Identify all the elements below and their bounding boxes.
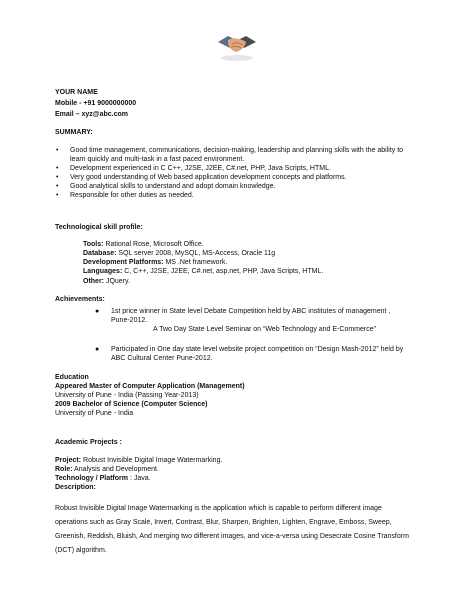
- achievement-text: 1st price winner in State level Debate Competition held by ABC institutes of management ,: [111, 308, 391, 315]
- summary-item: learn quickly and multi-task in a fast paced environment.: [70, 156, 245, 163]
- education-school: University of Pune - India: [55, 410, 134, 417]
- description-line: Robust Invisible Digital Image Watermarking is the application which is capable to perform different image: [55, 505, 382, 512]
- summary-heading: SUMMARY:: [55, 129, 93, 136]
- achievement-text: A Two Day State Level Seminar on “Web Technology and E-Commerce”: [153, 326, 376, 333]
- technology-label: Technology / Platform: [55, 475, 128, 482]
- bullet-dot: •: [56, 192, 59, 199]
- project-row: [55, 456, 222, 465]
- achievement-text: ABC Cultural Center Pune-2012.: [111, 355, 213, 362]
- role-value: Analysis and Development.: [72, 466, 159, 473]
- handshake-logo: [216, 28, 258, 62]
- skill-row-other: [83, 277, 130, 286]
- summary-item: Responsible for other duties as needed.: [70, 192, 194, 199]
- bullet-dot: •: [56, 183, 59, 190]
- email-line: [55, 110, 128, 119]
- bullet-dot: •: [56, 147, 59, 154]
- achievement-text: Participated in One day state level website project competition on “Design Mash-2012” held by: [111, 346, 404, 353]
- skills-heading: Technological skill profile:: [55, 224, 143, 231]
- bullet-dot: •: [56, 165, 59, 172]
- summary-item: Good analytical skills to understand and adopt domain knowledge.: [70, 183, 276, 190]
- skill-value: MS .Net framework.: [163, 259, 228, 266]
- skill-label: Other:: [83, 278, 104, 285]
- skill-row-database: [83, 249, 275, 258]
- project-label: Project:: [55, 457, 82, 464]
- skill-label: Development Platforms:: [83, 259, 164, 266]
- skill-label: Languages:: [83, 268, 123, 275]
- education-degree: Appeared Master of Computer Application (Management): [55, 383, 245, 390]
- skill-label: Database:: [83, 250, 117, 257]
- skill-row-platforms: [83, 258, 227, 267]
- skill-label: Tools:: [83, 241, 104, 248]
- email-link[interactable]: xyz@abc.com: [81, 111, 128, 118]
- project-value: Robust Invisible Digital Image Watermarking.: [81, 457, 223, 464]
- skill-value: C, C++, J2SE, J2EE, C#.net, asp.net, PHP, Java Scripts, HTML.: [122, 268, 324, 275]
- achievement-text: Pune-2012.: [111, 317, 148, 324]
- email-label: Email –: [55, 111, 82, 118]
- technology-value: : Java.: [128, 475, 151, 482]
- projects-heading: Academic Projects :: [55, 439, 122, 446]
- role-row: [55, 465, 159, 474]
- description-line: operations such as Gray Scale, Invert, Contrast, Blur, Sharpen, Brighten, Lighten, Engrave, Emboss, Sweep,: [55, 519, 392, 526]
- skill-value: JQuery.: [104, 278, 130, 285]
- skill-value: SQL server 2008, MySQL, MS-Access, Oracle 11g: [116, 250, 276, 257]
- bullet-dot: ●: [95, 346, 100, 353]
- mobile-number: Mobile - +91 9000000000: [55, 100, 137, 107]
- education-heading: Education: [55, 374, 89, 381]
- description-line: Greenish, Reddish, Bluish, And merging two different images, and vice-a-versa using Desecrate Cosine Transform: [55, 533, 409, 540]
- summary-item: Development experienced in C C++, J2SE, J2EE, C#.net, PHP, Java Scripts, HTML.: [70, 165, 331, 172]
- skill-row-languages: [83, 267, 323, 276]
- description-label: Description:: [55, 484, 96, 491]
- summary-item: Very good understanding of Web based application development concepts and platforms.: [70, 174, 347, 181]
- description-line: (DCT) algorithm.: [55, 547, 107, 554]
- bullet-dot: •: [56, 174, 59, 181]
- summary-item: Good time management, communications, decision-making, leadership and planning skills with the ability to: [70, 147, 404, 154]
- skill-value: Rational Rose, Microsoft Office.: [103, 241, 204, 248]
- role-label: Role:: [55, 466, 73, 473]
- achievements-heading: Achievements:: [55, 296, 105, 303]
- education-degree: 2009 Bachelor of Science (Computer Science): [55, 401, 208, 408]
- candidate-name: YOUR NAME: [55, 89, 98, 96]
- education-school: University of Pune - India (Passing Year-2013): [55, 392, 199, 399]
- technology-row: [55, 474, 151, 483]
- bullet-dot: ●: [95, 308, 100, 315]
- skill-row-tools: [83, 240, 204, 249]
